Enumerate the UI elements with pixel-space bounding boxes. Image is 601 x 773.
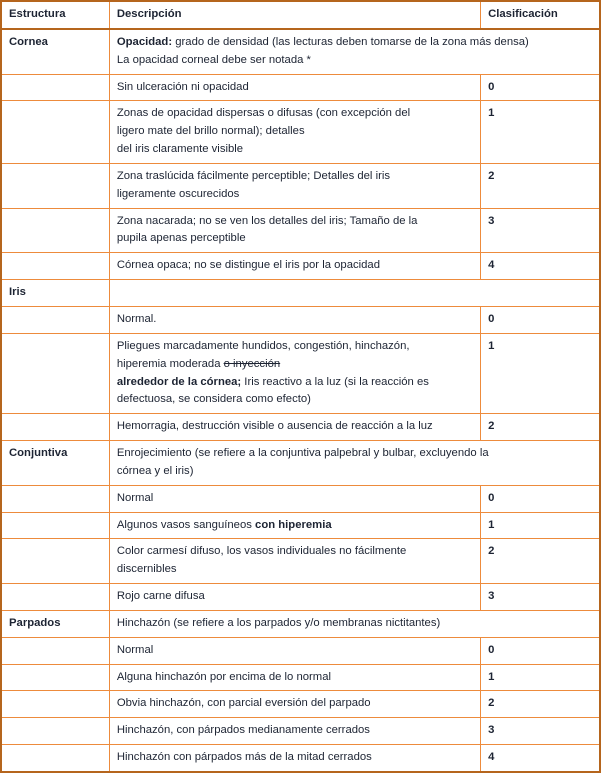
description-cell: Zona traslúcida fácilmente perceptible; Detalles del iris ligeramente oscurecidos: [109, 163, 480, 208]
classification-score: 3: [481, 584, 600, 611]
structure-group-label: Parpados: [1, 610, 109, 637]
structure-group-spacer: [1, 718, 109, 745]
classification-score: 0: [481, 306, 600, 333]
structure-group-spacer: [1, 208, 109, 253]
description-cell: Sin ulceración ni opacidad: [109, 74, 480, 101]
table-row: [1, 691, 600, 718]
structure-group-spacer: [1, 306, 109, 333]
group-intro-cell: Enrojecimiento (se refiere a la conjuntiva palpebral y bulbar, excluyendo la córnea y el iris): [109, 441, 600, 486]
table-row: [1, 539, 600, 584]
emphasized-text: con hiperemia: [255, 518, 332, 531]
table-row: [1, 74, 600, 101]
description-cell: Algunos vasos sanguíneos con hiperemia: [109, 512, 480, 539]
table-row: [1, 485, 600, 512]
column-header-structure: Estructura: [1, 1, 109, 29]
classification-score: 1: [481, 512, 600, 539]
table-row: [1, 637, 600, 664]
description-cell: Normal: [109, 485, 480, 512]
table-row: [1, 163, 600, 208]
emphasized-text: Opacidad:: [116, 35, 173, 48]
description-cell: Obvia hinchazón, con parcial eversión del parpado: [109, 691, 480, 718]
description-cell: Pliegues marcadamente hundidos, congestión, hinchazón, hiperemia moderada o inyección alrededor de la córnea; Iris reactivo a la luz (si la reacción es defectuosa, se considera como efecto): [109, 333, 480, 413]
description-cell: Normal.: [109, 306, 480, 333]
table-row: [1, 253, 600, 280]
classification-score: 3: [481, 208, 600, 253]
description-cell: Color carmesí difuso, los vasos individuales no fácilmente discernibles: [109, 539, 480, 584]
group-intro-cell: Hinchazón (se refiere a los parpados y/o membranas nictitantes): [109, 610, 600, 637]
structure-group-spacer: [1, 101, 109, 164]
description-cell: Rojo carne difusa: [109, 584, 480, 611]
structure-group-spacer: [1, 637, 109, 664]
structure-group-spacer: [1, 691, 109, 718]
table-row: [1, 101, 600, 164]
classification-score: 2: [481, 163, 600, 208]
table-row: [1, 333, 600, 413]
classification-score: 4: [481, 253, 600, 280]
classification-score: 2: [481, 414, 600, 441]
table-header: [1, 1, 600, 29]
structure-group-label: Conjuntiva: [1, 441, 109, 486]
group-intro-cell: [109, 280, 600, 307]
classification-score: 0: [481, 485, 600, 512]
group-intro-cell: Opacidad: grado de densidad (las lecturas deben tomarse de la zona más densa) La opacidad corneal debe ser notada *: [109, 29, 600, 74]
emphasized-text: alrededor de la córnea;: [116, 375, 242, 388]
structure-group-spacer: [1, 163, 109, 208]
table-body: [1, 29, 600, 772]
table-row: [1, 414, 600, 441]
classification-score: 1: [481, 101, 600, 164]
classification-score: 1: [481, 333, 600, 413]
table-row: [1, 29, 600, 74]
table-row: [1, 208, 600, 253]
description-cell: Alguna hinchazón por encima de lo normal: [109, 664, 480, 691]
description-cell: Hinchazón, con párpados medianamente cerrados: [109, 718, 480, 745]
structure-group-spacer: [1, 664, 109, 691]
table-header-row: [1, 1, 600, 29]
table-row: [1, 306, 600, 333]
structure-group-spacer: [1, 333, 109, 413]
table-row: [1, 664, 600, 691]
table-row: [1, 584, 600, 611]
column-header-classification: Clasificación: [481, 1, 600, 29]
table-row: [1, 718, 600, 745]
table-row: [1, 610, 600, 637]
description-cell: Hemorragia, destrucción visible o ausencia de reacción a la luz: [109, 414, 480, 441]
classification-score: 3: [481, 718, 600, 745]
description-cell: Zonas de opacidad dispersas o difusas (con excepción del ligero mate del brillo normal); detalles del iris claramente visible: [109, 101, 480, 164]
table-row: [1, 280, 600, 307]
classification-score: 1: [481, 664, 600, 691]
description-cell: Córnea opaca; no se distingue el iris por la opacidad: [109, 253, 480, 280]
structure-group-spacer: [1, 485, 109, 512]
description-cell: Normal: [109, 637, 480, 664]
table-row: [1, 745, 600, 772]
classification-score: 2: [481, 691, 600, 718]
description-cell: Zona nacarada; no se ven los detalles del iris; Tamaño de la pupila apenas perceptible: [109, 208, 480, 253]
column-header-description: Descripción: [109, 1, 480, 29]
structure-group-spacer: [1, 584, 109, 611]
classification-score: 4: [481, 745, 600, 772]
table-row: [1, 512, 600, 539]
structure-group-label: Iris: [1, 280, 109, 307]
classification-score: 0: [481, 637, 600, 664]
struck-through-text: o inyección: [223, 357, 281, 370]
structure-group-spacer: [1, 745, 109, 772]
classification-score: 0: [481, 74, 600, 101]
structure-group-spacer: [1, 539, 109, 584]
description-cell: Hinchazón con párpados más de la mitad cerrados: [109, 745, 480, 772]
structure-group-spacer: [1, 74, 109, 101]
structure-group-spacer: [1, 253, 109, 280]
structure-group-spacer: [1, 414, 109, 441]
classification-score: 2: [481, 539, 600, 584]
table-row: [1, 441, 600, 486]
structure-group-label: Cornea: [1, 29, 109, 74]
structure-group-spacer: [1, 512, 109, 539]
